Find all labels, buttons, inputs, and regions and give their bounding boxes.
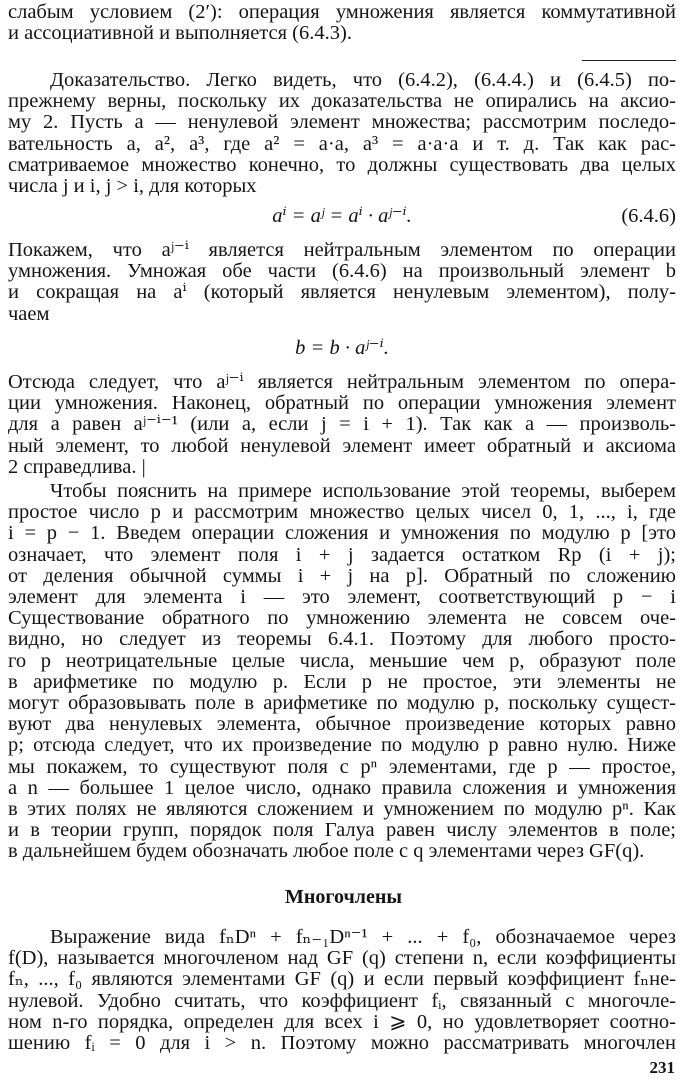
text-line: элемент для элемента i — это элемент, соответствующий p − i [8,586,676,609]
text-line: в этих полях не являются сложением и умножением по модулю pⁿ. Как [8,798,676,821]
text-line: а n — большее 1 целое число, однако правила сложения и умножения [8,776,676,799]
text-line: прежнему верны, поскольку их доказательства не опирались на аксио- [8,90,676,113]
equation-6-4-6 [8,206,676,230]
text-line: числа j и i, j > i, для которых [8,175,257,198]
divider-rule [582,60,676,61]
text-line: fₙ, ..., f₀ являются элементами GF (q) и если первый коэффициент fₙне- [8,968,676,991]
text-line: го p неотрицательные целые числа, меньшие чем p, образуют поле [8,649,676,672]
text-line: простое число p и рассмотрим множество целых чисел 0, 1, ..., i, где [8,501,676,524]
text-line: и в теории групп, порядок поля Галуа равен числу элементов в поле; [8,819,676,842]
continuation-paragraph [8,2,676,44]
text-line: слабым условием (2′): операция умножения является коммутативной [8,1,676,23]
text-line: видно, но следует из теоремы 6.4.1. Поэтому для любого просто- [8,628,676,651]
paragraph-modulo-example [8,481,676,863]
text-line: означает, что элемент поля i + j задается остатком Rp (i + j); [8,543,676,566]
paragraph-inverse [8,372,676,478]
text-line: f(D), называется многочленом над GF (q) степени n, если коэффициенты [8,947,676,970]
text-line: i = p − 1. Введем операции сложения и умножения по модулю p [это [8,522,676,545]
equation-formula: aⁱ = aʲ = aⁱ · aʲ⁻ⁱ. [272,205,412,227]
text-line: Выражение вида fₙDⁿ + fₙ₋₁Dⁿ⁻¹ + ... + f₀, обозначаемое через [50,926,676,948]
text-line: Отсюда следует, что aʲ⁻ⁱ является нейтральным элементом по опера- [8,371,676,393]
text-line: ный элемент, то любой ненулевой элемент имеет обратный и аксиома [8,434,676,457]
equation-b [8,338,676,362]
text-line: Покажем, что aʲ⁻ⁱ является нейтральным элементом по операции [8,239,676,261]
text-line: Доказательство. Легко видеть, что (6.4.2), (6.4.4.) и (6.4.5) по- [50,69,676,91]
text-line: от деления обычной суммы i + j на p]. Обратный по сложению [8,564,676,587]
text-line: вуют два ненулевых элемента, обычное произведение которых равно [8,713,676,736]
page-number: 231 [649,1058,675,1077]
paragraph-polynomials [8,927,676,1054]
text-line: вательность a, a², a³, где a² = a·a, a³ = a·a·a и т. д. Так как рас- [8,132,676,155]
text-line: чаем [8,302,50,325]
proof-paragraph [8,70,676,197]
text-line: Существование обратного по умножению элемента не совсем оче- [8,607,676,630]
text-line: и сокращая на aⁱ (который является ненулевым элементом), полу- [8,281,676,304]
section-heading: Многочлены [285,886,402,908]
text-line: нулевой. Удобно считать, что коэффициент fᵢ, связанный с многочле- [8,989,676,1012]
text-line: ном n-го порядка, определен для всех i ⩾ 0, но удовлетворяет соотно- [8,1010,676,1033]
paragraph-neutral-element [8,240,676,325]
text-line: Чтобы пояснить на примере использование этой теоремы, выберем [50,480,676,502]
text-line: сматриваемое множество конечно, то должны существовать два целых [8,153,676,176]
equation-formula: b = b · aʲ⁻ⁱ. [295,337,389,359]
text-line: мы покажем, то существуют поля с pⁿ элементами, где p — простое, [8,755,676,778]
text-line: в арифметике по модулю p. Если p не простое, эти элементы не [8,670,676,693]
text-line: 2 справедлива. | [8,455,146,478]
text-line: и ассоциативной и выполняется (6.4.3). [8,22,352,45]
text-line: для a равен aʲ⁻ⁱ⁻¹ (или a, если j = i + 1). Так как a — произволь- [8,413,676,436]
text-line: могут образовывать поле в арифметике по модулю p, поскольку сущест- [8,692,676,715]
text-line: му 2. Пусть a — ненулевой элемент множества; рассмотрим последо- [8,111,676,134]
text-line: умножения. Умножая обе части (6.4.6) на произвольный элемент b [8,260,676,283]
text-line: p; отсюда следует, что их произведение по модулю p равно нулю. Ниже [8,734,676,757]
equation-label: (6.4.6) [621,205,676,227]
text-line: ции умножения. Наконец, обратный по операции умножения элемент [8,392,676,415]
text-line: в дальнейшем будем обозначать любое поле с q элементами через GF(q). [8,840,645,863]
text-line: шению fᵢ = 0 для i > n. Поэтому можно рассматривать многочлен [8,1032,676,1055]
